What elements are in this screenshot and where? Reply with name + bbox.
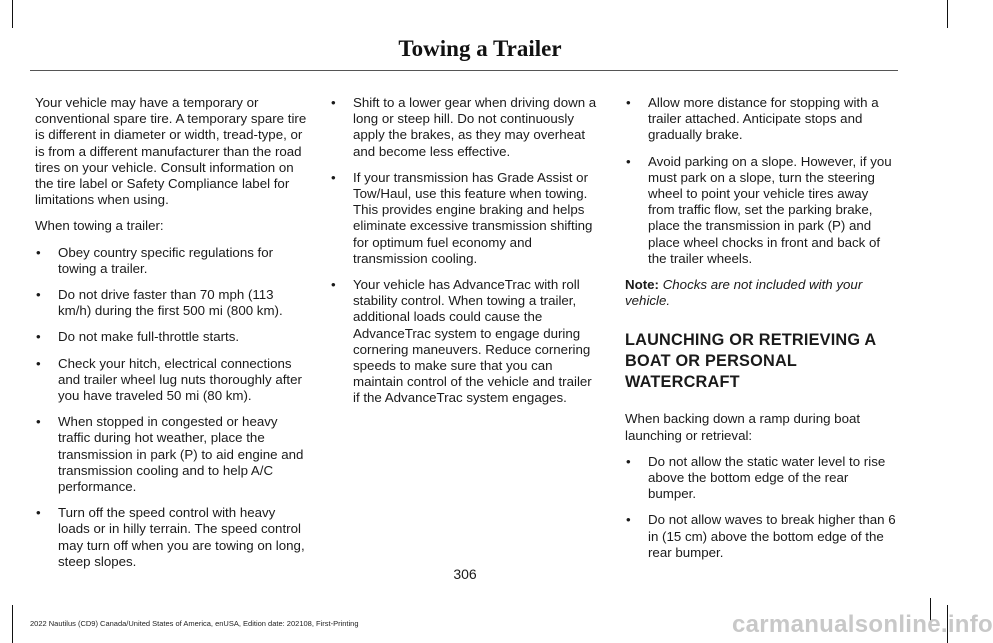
note-label: Note: bbox=[625, 277, 659, 293]
list-item: • Do not drive faster than 70 mph (113 km/h) during the first 500 mi (800 km). bbox=[36, 287, 283, 319]
note bbox=[625, 277, 897, 309]
bullet-icon: • bbox=[331, 169, 336, 185]
bullet-icon: • bbox=[626, 153, 631, 169]
intro-paragraph: Your vehicle may have a temporary or conventional spare tire. A temporary spare tire is different in diameter or width, tread-type, or is from a different manufacturer than the road tires on your vehicle. Consult information on the tire label or Safety Compliance label for limitations when using. bbox=[35, 95, 307, 208]
section-heading: LAUNCHING OR RETRIEVING A BOAT OR PERSONAL WATERCRAFT bbox=[625, 331, 877, 392]
crop-mark-top-left bbox=[12, 0, 13, 28]
bullet-icon: • bbox=[626, 512, 631, 528]
boat-list bbox=[625, 454, 897, 561]
towing-lead: When towing a trailer: bbox=[35, 218, 164, 234]
header-divider bbox=[30, 70, 898, 71]
crop-mark-bottom-left bbox=[12, 605, 13, 643]
list-item: • Do not allow waves to break higher than 6 in (15 cm) above the bottom edge of the rear bumper. bbox=[626, 512, 896, 560]
column-1 bbox=[35, 95, 307, 580]
list-item: • Shift to a lower gear when driving down a long or steep hill. Do not continuously apply the brakes, as they may overheat and become less effective. bbox=[331, 95, 597, 159]
bullet-icon: • bbox=[36, 329, 41, 345]
edition-footer: 2022 Nautilus (CD9) Canada/United States of America, enUSA, Edition date: 202108, First-Printing bbox=[30, 619, 359, 628]
column-2 bbox=[330, 95, 602, 417]
watermark: carmanualsonline.info bbox=[732, 611, 993, 638]
list-item: • Avoid parking on a slope. However, if you must park on a slope, turn the steering wheel to point your vehicle tires away from traffic flow, set the parking brake, place the transmission in park (P) and place wheel chocks in front and back of the trailer wheels. bbox=[626, 153, 892, 266]
towing-list-final bbox=[625, 95, 897, 267]
bullet-icon: • bbox=[36, 505, 41, 521]
list-item: • Do not make full-throttle starts. bbox=[36, 329, 240, 345]
bullet-icon: • bbox=[626, 453, 631, 469]
list-item: • Turn off the speed control with heavy loads or in hilly terrain. The speed control may turn off when you are towing on long, steep slopes. bbox=[36, 505, 305, 569]
bullet-icon: • bbox=[36, 355, 41, 371]
bullet-icon: • bbox=[331, 95, 336, 110]
list-item: • Do not allow the static water level to rise above the bottom edge of the rear bumper. bbox=[626, 453, 886, 502]
section-intro: When backing down a ramp during boat launching or retrieval: bbox=[625, 411, 861, 443]
page-title: Towing a Trailer bbox=[398, 36, 562, 61]
note-text: Chocks are not included with your vehicle. bbox=[625, 277, 863, 309]
page-number: 306 bbox=[453, 566, 477, 582]
bullet-icon: • bbox=[331, 277, 336, 293]
list-item: • When stopped in congested or heavy traffic during hot weather, place the transmission in park (P) to aid engine and transmission cooling and to help A/C performance. bbox=[36, 414, 304, 495]
bullet-icon: • bbox=[626, 95, 631, 110]
towing-list-continued bbox=[330, 95, 602, 407]
column-3 bbox=[625, 95, 897, 571]
bullet-icon: • bbox=[36, 287, 41, 303]
towing-list bbox=[35, 245, 307, 570]
list-item: • Your vehicle has AdvanceTrac with roll stability control. When towing a trailer, additional loads could cause the AdvanceTrac system to engage during cornering maneuvers. Reduce cornering speeds to make sure that you can maintain control of the vehicle and trailer if the AdvanceTrac system engages. bbox=[331, 277, 592, 406]
list-item: • If your transmission has Grade Assist or Tow/Haul, use this feature when towing. This provides engine braking and helps eliminate excessive transmission shifting for optimum fuel economy and transmission cooling. bbox=[331, 169, 593, 266]
bullet-icon: • bbox=[36, 244, 41, 260]
crop-mark-top-right bbox=[947, 0, 948, 28]
list-item: • Allow more distance for stopping with a trailer attached. Anticipate stops and gradually brake. bbox=[626, 95, 879, 143]
list-item: • Check your hitch, electrical connections and trailer wheel lug nuts thoroughly after you have traveled 50 mi (80 km). bbox=[36, 355, 302, 404]
bullet-icon: • bbox=[36, 414, 41, 430]
list-item: • Obey country specific regulations for towing a trailer. bbox=[36, 244, 274, 276]
